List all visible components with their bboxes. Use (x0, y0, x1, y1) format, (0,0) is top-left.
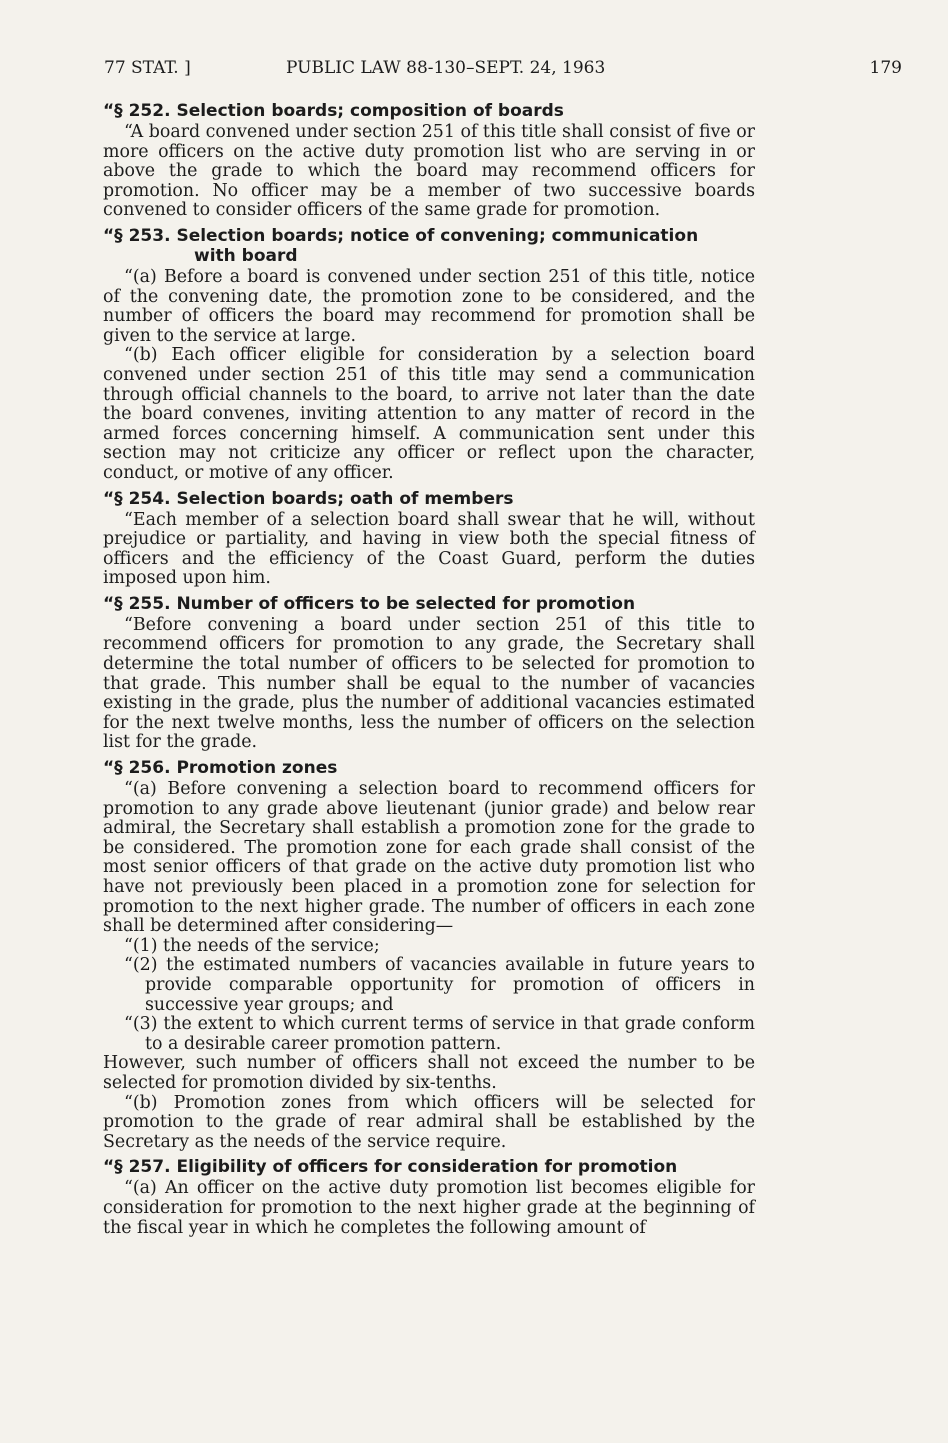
section-254-paragraph: “Each member of a selection board shall swear that he will, without prejudice or partiality, and having in view both the special fitness of officers and the efficiency of the Coast Guard, perform the duties imposed upon him. (103, 509, 755, 589)
section-256-paragraph-b: “(b) Promotion zones from which officers will be selected for promotion to the grade of rear admiral shall be established by the Secretary as the needs of the service require. (103, 1092, 755, 1152)
section-257-heading: “§ 257. Eligibility of officers for consideration for promotion (103, 1157, 678, 1178)
law-title: PUBLIC LAW 88-130–SEPT. 24, 1963 (286, 58, 606, 78)
section-252-paragraph: “A board convened under section 251 of this title shall consist of five or more officers on the active duty promotion list who are serving in or above the grade to which the board may recommend officers for promotion. No officer may be a member of two successive boards convened to consider officers of the same grade for promotion. (103, 122, 755, 221)
section-256-paragraph-a: “(a) Before convening a selection board to recommend officers for promotion to any grade above lieutenant (junior grade) and below rear admiral, the Secretary shall establish a promotion zone for the grade to be considered. The promotion zone for each grade shall consist of the most senior officers of that grade on the active duty promotion list who have not previously been placed in a promotion zone for selection for promotion to the next higher grade. The number of officers in each zone shall be determined after considering— (103, 779, 755, 937)
page-number: 179 (869, 58, 902, 78)
section-252-heading: “§ 252. Selection boards; composition of boards (103, 101, 564, 121)
section-256-item-3: “(3) the extent to which current terms of service in that grade conform to a desirable career promotion pattern. (124, 1014, 755, 1054)
section-256-heading: “§ 256. Promotion zones (103, 758, 338, 779)
running-header (104, 58, 902, 84)
section-254-heading: “§ 254. Selection boards; oath of members (103, 488, 514, 509)
section-255-heading: “§ 255. Number of officers to be selected for promotion (103, 593, 636, 614)
section-253-paragraph-a: “(a) Before a board is convened under section 251 of this title, notice of the convening date, the promotion zone to be considered, and the number of officers the board may recommend for promotion shall be given to the service at large. (103, 266, 755, 346)
section-256-however: However, such number of officers shall not exceed the number to be selected for promotion divided by six-tenths. (103, 1053, 755, 1093)
section-253-paragraph-b: “(b) Each officer eligible for consideration by a selection board convened under section 251 of this title may send a communication through official channels to the board, to arrive not later than the date the board convenes, inviting attention to any matter of record in the armed forces concerning himself. A communication sent under this section may not criticize any officer or reflect upon the character, conduct, or motive of any officer. (103, 345, 755, 483)
section-253-heading (103, 226, 755, 266)
section-255-paragraph: “Before convening a board under section 251 of this title to recommend officers for promotion to any grade, the Secretary shall determine the total number of officers to be selected for promotion to that grade. This number shall be equal to the number of vacancies existing in the grade, plus the number of additional vacancies estimated for the next twelve months, less the number of officers on the selection list for the grade. (103, 614, 755, 753)
section-256-item-2: “(2) the estimated numbers of vacancies available in future years to provide comparable opportunity for promotion of officers in successive year groups; and (124, 955, 755, 1015)
section-257-paragraph-a: “(a) An officer on the active duty promotion list becomes eligible for consideration for promotion to the next higher grade at the beginning of the fiscal year in which he completes the following amount of (103, 1178, 755, 1238)
statute-reference: 77 STAT. ] (104, 58, 191, 78)
section-253-heading-line2: with board (194, 245, 298, 266)
section-256-item-1: “(1) the needs of the service; (124, 935, 380, 956)
section-253-heading-line1: “§ 253. Selection boards; notice of convening; communication (103, 225, 699, 246)
document-body (103, 101, 755, 1238)
